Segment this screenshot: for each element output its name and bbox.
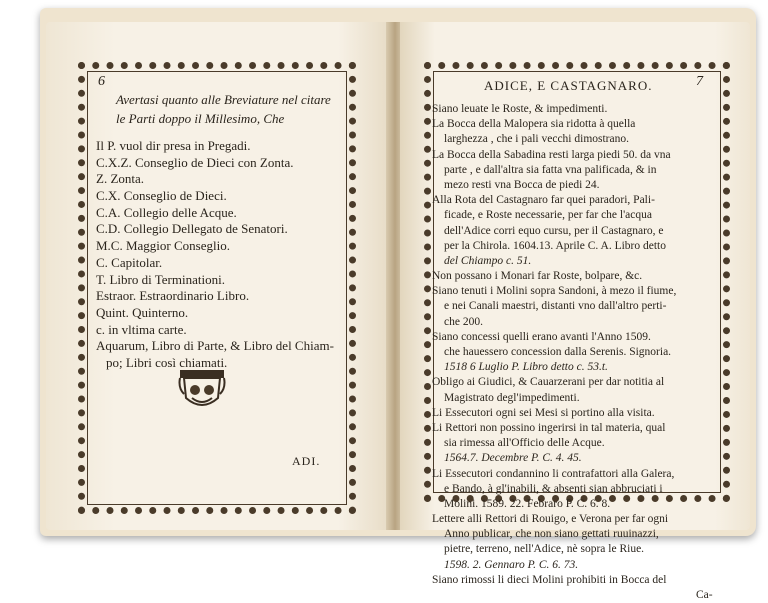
printer-device-emblem-icon bbox=[178, 368, 226, 412]
right-page-number: 7 bbox=[696, 74, 703, 89]
left-page bbox=[46, 22, 390, 530]
text-line: Obligo ai Giudici, & Cauarzerani per dar notitia al bbox=[432, 376, 665, 389]
abbreviation-line: T. Libro di Terminationi. bbox=[96, 271, 225, 287]
text-line: Alla Rota del Castagnaro far quei paradori, Pali- bbox=[432, 194, 655, 207]
text-line: che hauessero concession dalla Serenis. Signoria. bbox=[444, 346, 672, 358]
text-line: Li Essecutori condannino li contrafattori alla Galera, bbox=[432, 467, 675, 480]
text-line: La Bocca della Sabadina resti larga piedi 50. da vna bbox=[432, 148, 671, 161]
text-line: pietre, terreno, nell'Adice, nè sopra le Riue. bbox=[444, 543, 645, 556]
text-line: 1564.7. Decembre P. C. 4. 45. bbox=[444, 452, 582, 465]
text-line: Li Rettori non possino ingerirsi in tal materia, qual bbox=[432, 421, 666, 434]
text-line: Li Essecutori ogni sei Mesi si portino alla visita. bbox=[432, 406, 655, 419]
text-line: che 200. bbox=[444, 315, 483, 328]
abbreviation-line: M.C. Maggior Conseglio. bbox=[96, 238, 230, 254]
abbreviation-line: C.X. Conseglio de Dieci. bbox=[96, 188, 227, 204]
right-page bbox=[400, 22, 750, 601]
left-page-text bbox=[96, 92, 334, 372]
text-line: Molini. 1589. 22. Febraro P. C. 6. 8. bbox=[444, 497, 611, 510]
text-line: sia rimessa all'Officio delle Acque. bbox=[444, 437, 605, 450]
text-line: Non possano i Monari far Roste, bolpare, &c. bbox=[432, 270, 643, 283]
abbreviation-line: C.D. Collegio Dellegato de Senatori. bbox=[96, 221, 288, 237]
abbreviation-line: C.A. Collegio delle Acque. bbox=[96, 204, 237, 220]
abbreviation-line: Z. Zonta. bbox=[96, 171, 145, 187]
text-line: per la Chirola. 1604.13. Aprile C. A. Libro detto bbox=[444, 239, 666, 252]
abbreviation-line: Il P. vuol dir presa in Pregadi. bbox=[96, 138, 251, 153]
abbreviation-line: po; Libri così chiamati. bbox=[106, 354, 228, 370]
text-line: Siano rimossi li dieci Molini prohibiti in Bocca del bbox=[432, 573, 667, 586]
text-line: parte , e dall'altra sia fatta vna palificada, & in bbox=[444, 163, 657, 176]
text-line: 1598. 2. Gennaro P. C. 6. 73. bbox=[444, 558, 579, 571]
abbreviation-line: Quint. Quinterno. bbox=[96, 304, 189, 320]
text-line: Lettere alli Rettori di Rouigo, e Verona per far ogni bbox=[432, 513, 669, 526]
text-line: dell'Adice corri equo cursu, per il Castagnaro, e bbox=[444, 224, 664, 237]
abbreviation-line: Aquarum, Libro di Parte, & Libro del Chiam- bbox=[96, 338, 334, 354]
abbreviation-line: c. in vltima carte. bbox=[96, 321, 187, 337]
text-line: mezo resti vna Bocca de piedi 24. bbox=[444, 178, 600, 191]
right-page-header: ADICE, E CASTAGNARO. bbox=[484, 78, 653, 93]
abbreviation-line: Estraor. Estraordinario Libro. bbox=[96, 288, 250, 304]
text-line: Siano leuate le Roste, & impedimenti. bbox=[432, 103, 608, 115]
abbreviation-line: C. Capitolar. bbox=[96, 254, 163, 270]
text-line: ficade, e Roste necessarie, per far che l'acqua bbox=[444, 209, 652, 222]
right-catchword: Ca- bbox=[696, 589, 713, 601]
left-page-number: 6 bbox=[98, 74, 105, 89]
open-book bbox=[40, 8, 756, 601]
text-line: Siano concessi quelli erano avanti l'Anno 1509. bbox=[432, 330, 651, 343]
text-line: e Bando, à gl'inabili, & absenti sian abbruciati i bbox=[444, 482, 663, 495]
left-catchword: ADI. bbox=[292, 454, 321, 468]
abbreviation-line: C.X.Z. Conseglio de Dieci con Zonta. bbox=[96, 154, 294, 170]
right-page-text bbox=[432, 102, 713, 603]
text-line: e nei Canali maestri, distanti vno dall'altro perti- bbox=[444, 300, 667, 313]
intro-line: le Parti doppo il Millesimo, Che bbox=[116, 111, 285, 126]
text-line: Anno publicar, che non siano gettati ruuinazzi, bbox=[444, 528, 659, 541]
text-line: Magistrato degl'impedimenti. bbox=[444, 391, 580, 404]
text-line: larghezza , che i pali vecchi dimostrano. bbox=[444, 133, 629, 146]
intro-line: Avertasi quanto alle Breviature nel citare bbox=[116, 92, 331, 107]
text-line: 1518 6 Luglio P. Libro detto c. 53.t. bbox=[444, 361, 608, 374]
text-line: del Chiampo c. 51. bbox=[444, 254, 532, 267]
text-line: Siano tenuti i Molini sopra Sandoni, à mezo il fiume, bbox=[432, 285, 677, 298]
text-line: La Bocca della Malopera sia ridotta à quella bbox=[432, 118, 636, 131]
